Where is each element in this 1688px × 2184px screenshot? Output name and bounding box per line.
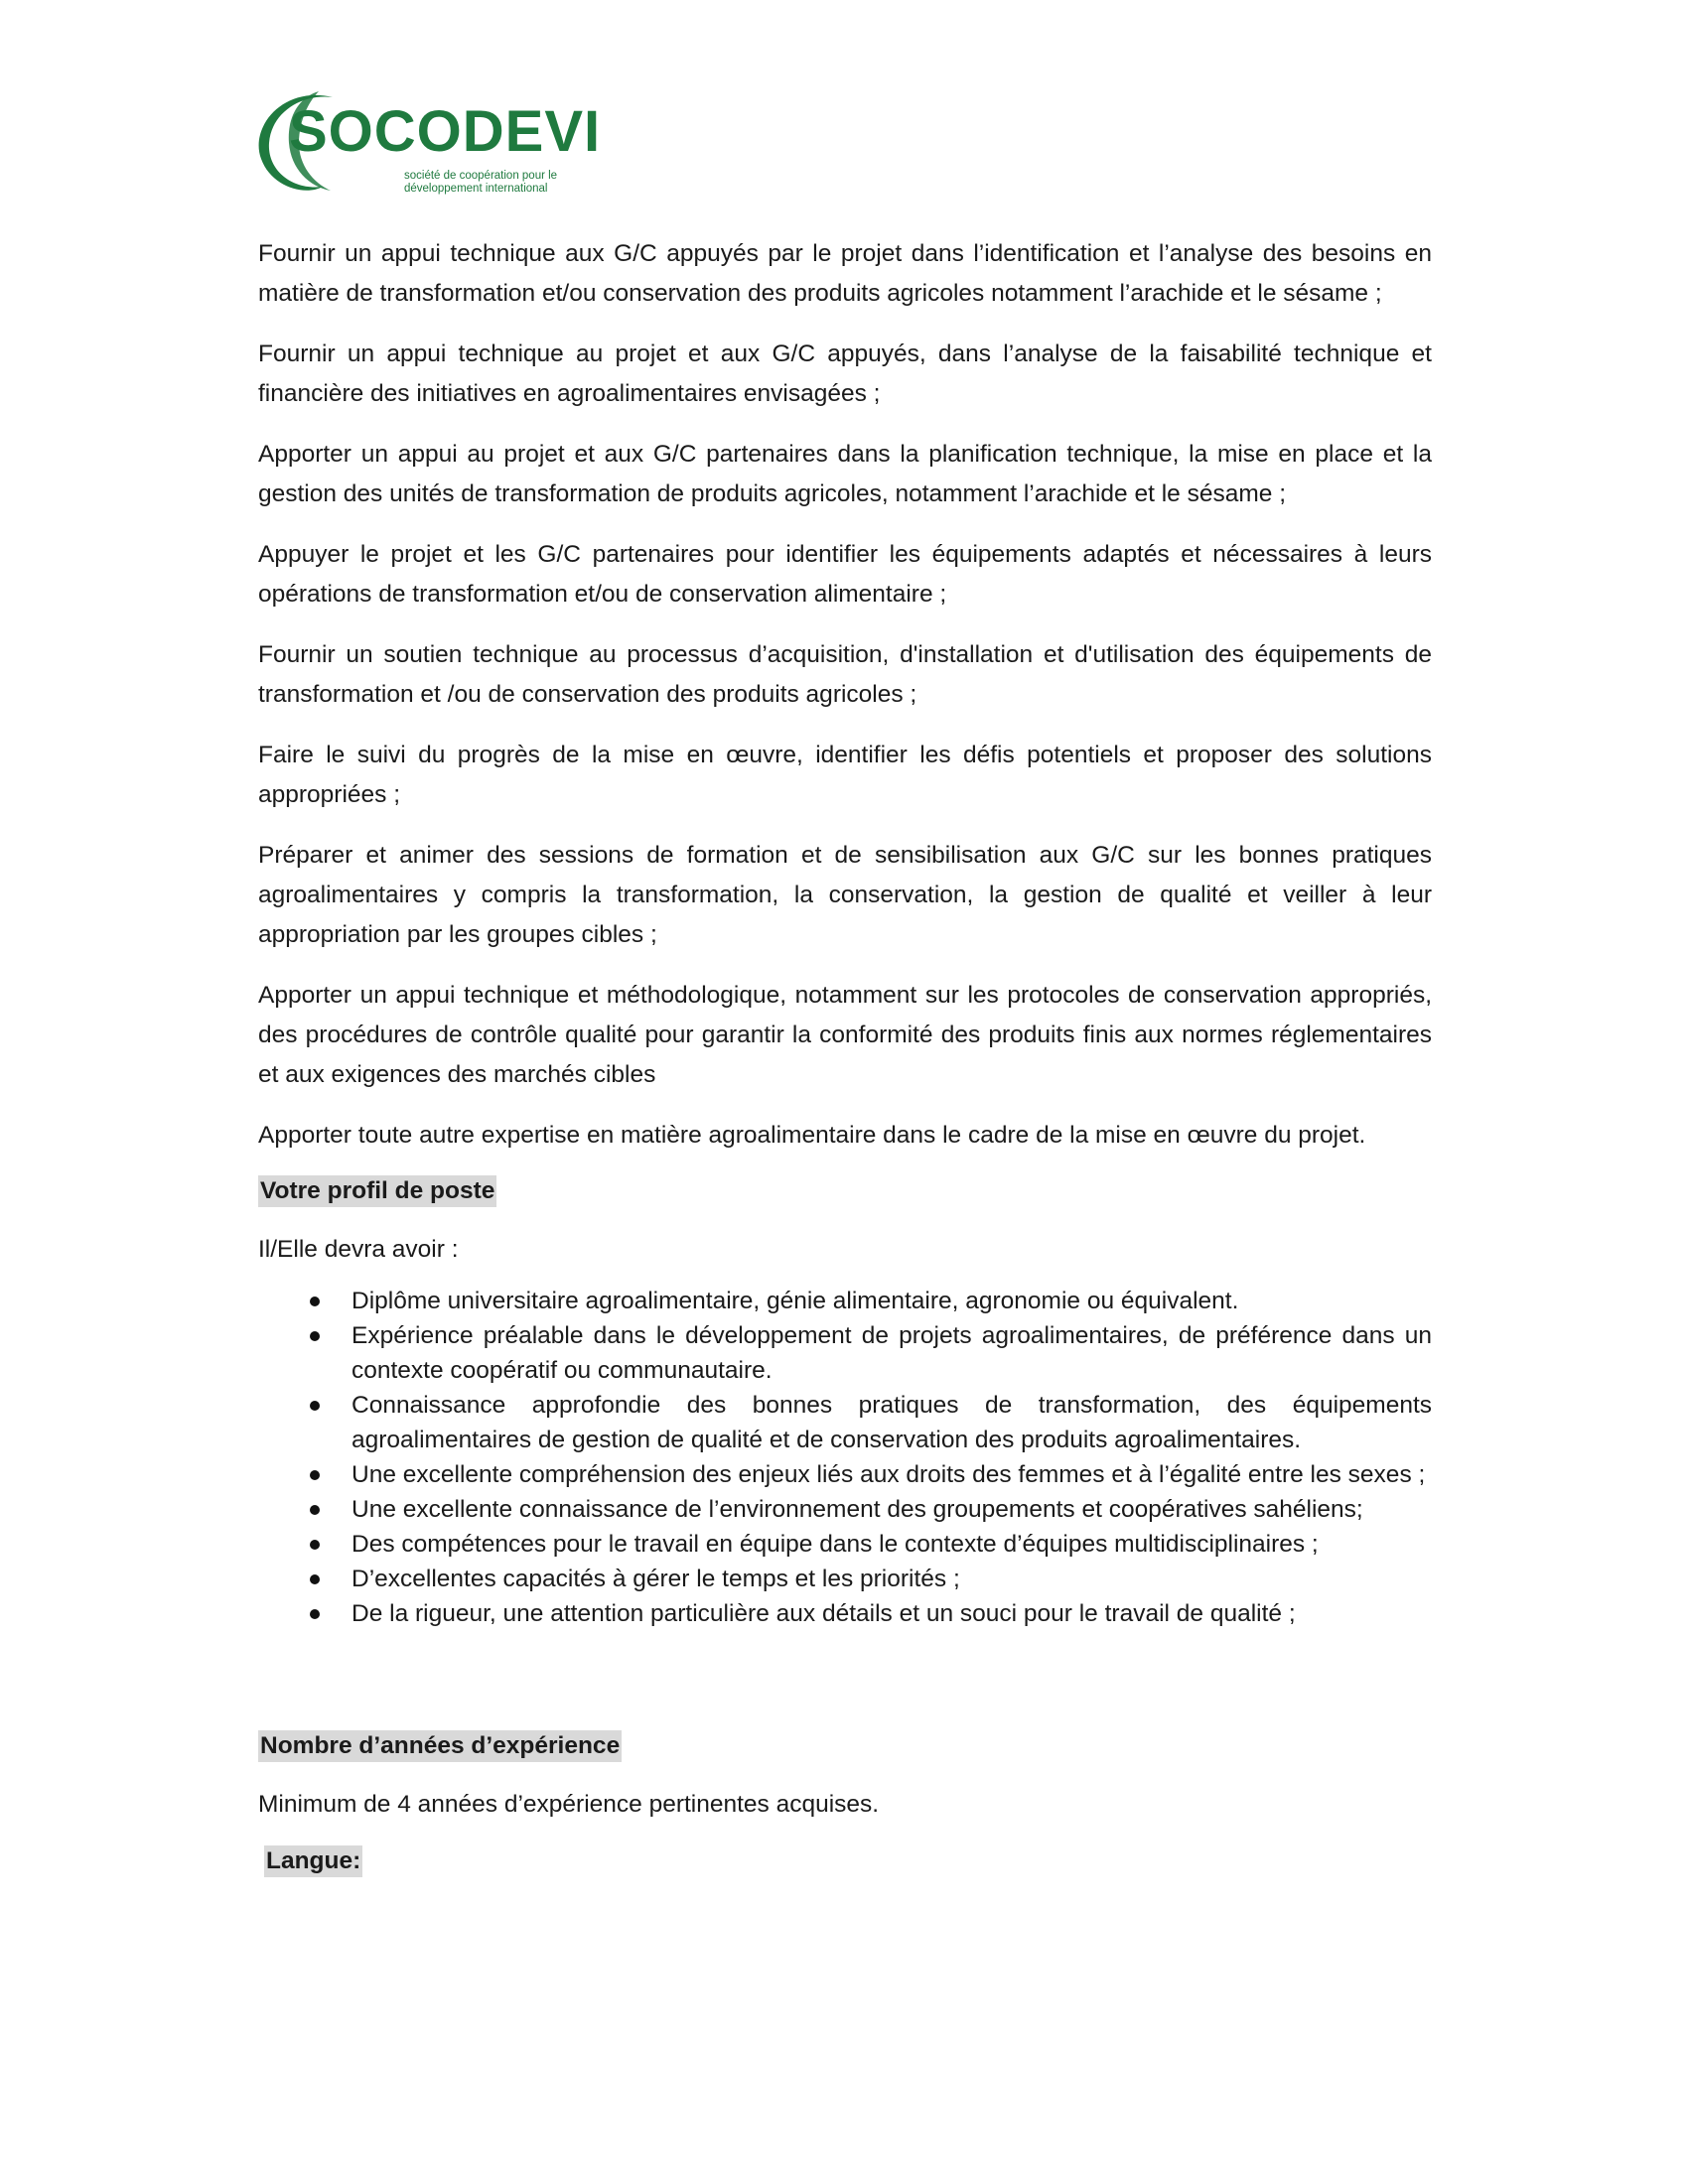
bullet-dot-icon — [310, 1331, 320, 1341]
language-heading-wrap — [258, 1845, 1432, 1877]
bullet-dot-icon — [310, 1540, 320, 1550]
experience-text: Minimum de 4 années d’expérience pertinentes acquises. — [258, 1791, 880, 1818]
list-item: Des compétences pour le travail en équipe dans le contexte d’équipes multidisciplinaires ; — [258, 1527, 1432, 1562]
profile-heading-wrap — [258, 1175, 1432, 1207]
task-paragraph: Fournir un soutien technique au processus d’acquisition, d'installation et d'utilisation des équipements de transformation et /ou de conservation des produits agricoles ; — [258, 641, 1432, 708]
list-item: D’excellentes capacités à gérer le temps et les priorités ; — [258, 1562, 1432, 1596]
bullet-dot-icon — [310, 1401, 320, 1411]
list-item: Une excellente compréhension des enjeux liés aux droits des femmes et à l’égalité entre les sexes ; — [258, 1457, 1432, 1492]
socodevi-logo — [253, 87, 602, 199]
language-heading: Langue: — [264, 1845, 362, 1877]
bullet-dot-icon — [310, 1297, 320, 1306]
task-paragraph: Apporter toute autre expertise en matière agroalimentaire dans le cadre de la mise en œuvre du projet. — [258, 1122, 1366, 1149]
logo-wordmark: SOCODEVI — [289, 99, 602, 164]
experience-heading-wrap — [258, 1730, 1432, 1762]
task-paragraph: Apporter un appui au projet et aux G/C partenaires dans la planification technique, la mise en place et la gestion des unités de transformation de produits agricoles, notamment l’arachide et le sésame ; — [258, 441, 1432, 507]
document-content — [258, 234, 1432, 1900]
logo-tagline — [404, 170, 583, 196]
list-item: Expérience préalable dans le développement de projets agroalimentaires, de préférence dans un contexte coopératif ou communautaire. — [258, 1318, 1432, 1388]
list-item: Connaissance approfondie des bonnes pratiques de transformation, des équipements agroalimentaires de gestion de qualité et de conservation des produits agroalimentaires. — [258, 1388, 1432, 1457]
bullet-dot-icon — [310, 1470, 320, 1480]
profile-intro: Il/Elle devra avoir : — [258, 1236, 459, 1263]
bullet-dot-icon — [310, 1574, 320, 1584]
bullet-dot-icon — [310, 1609, 320, 1619]
task-paragraph: Fournir un appui technique aux G/C appuyés par le projet dans l’identification et l’analyse des besoins en matière de transformation et/ou conservation des produits agricoles notamment l’arachide et le sésame ; — [258, 240, 1432, 307]
experience-heading: Nombre d’années d’expérience — [258, 1730, 622, 1762]
logo-tagline-line2: développement international — [404, 183, 548, 195]
task-paragraph: Appuyer le projet et les G/C partenaires pour identifier les équipements adaptés et nécessaires à leurs opérations de transformation et/ou de conservation alimentaire ; — [258, 541, 1432, 608]
list-item: Diplôme universitaire agroalimentaire, génie alimentaire, agronomie ou équivalent. — [258, 1284, 1432, 1318]
task-paragraph: Apporter un appui technique et méthodologique, notamment sur les protocoles de conservation appropriés, des procédures de contrôle qualité pour garantir la conformité des produits finis aux normes réglementaires et aux exigences des marchés cibles — [258, 982, 1432, 1088]
logo-tagline-line1: société de coopération pour le — [404, 170, 558, 182]
task-paragraph: Préparer et animer des sessions de formation et de sensibilisation aux G/C sur les bonnes pratiques agroalimentaires y compris la transformation, la conservation, la gestion de qualité et veiller à leur appropriation par les groupes cibles ; — [258, 842, 1432, 948]
profile-heading: Votre profil de poste — [258, 1175, 496, 1207]
list-item: Une excellente connaissance de l’environnement des groupements et coopératives sahéliens; — [258, 1492, 1432, 1527]
bullet-dot-icon — [310, 1505, 320, 1515]
list-item: De la rigueur, une attention particulière aux détails et un souci pour le travail de qualité ; — [258, 1596, 1432, 1631]
task-paragraph: Faire le suivi du progrès de la mise en œuvre, identifier les défis potentiels et proposer des solutions appropriées ; — [258, 742, 1432, 808]
profile-bullet-list — [258, 1284, 1432, 1631]
task-paragraph: Fournir un appui technique au projet et aux G/C appuyés, dans l’analyse de la faisabilité technique et financière des initiatives en agroalimentaires envisagées ; — [258, 341, 1432, 407]
